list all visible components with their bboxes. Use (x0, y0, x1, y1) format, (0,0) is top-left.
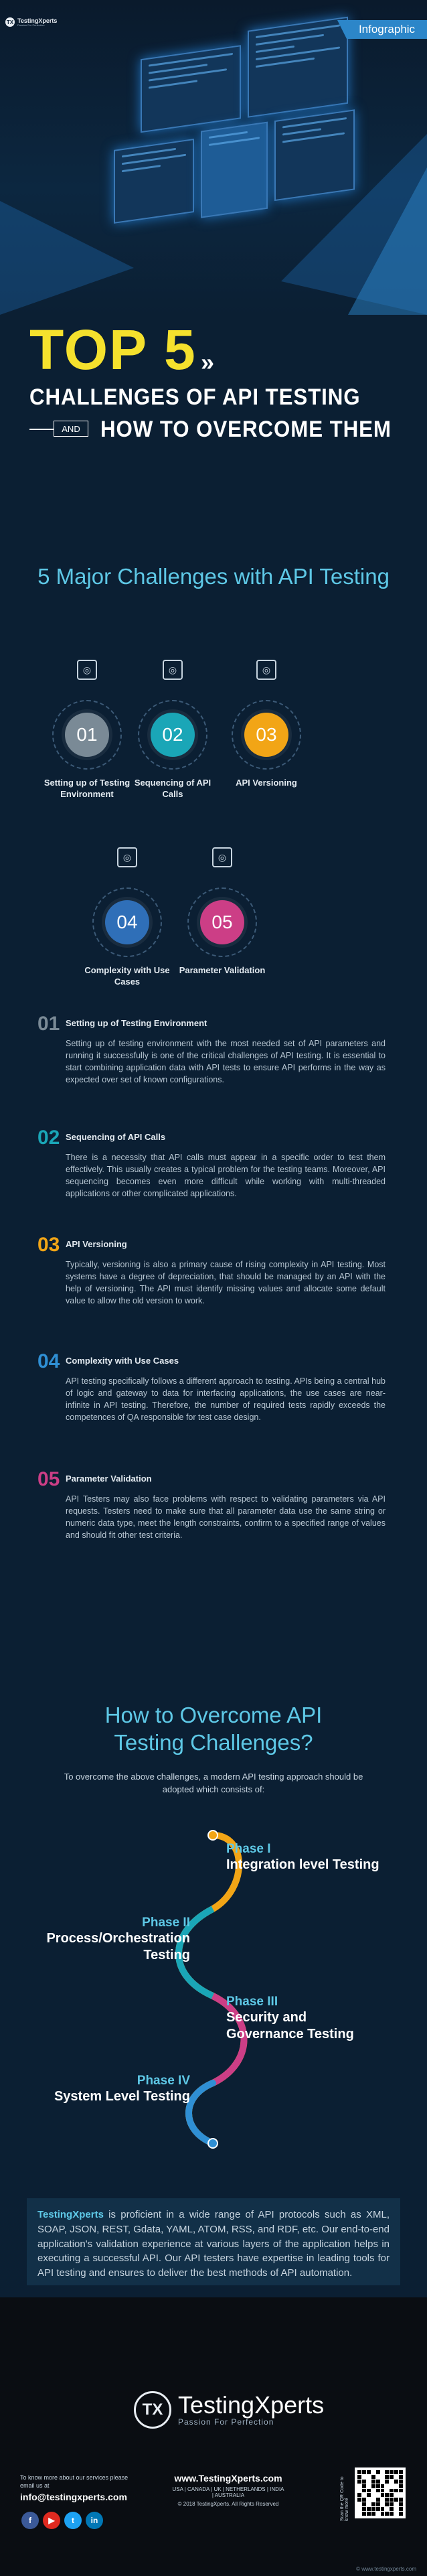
challenge-node (126, 660, 220, 800)
footer-info (171, 2473, 285, 2507)
website-link[interactable]: www.TestingXperts.com (174, 2473, 282, 2484)
phase-label: Phase IV (137, 2074, 190, 2088)
code-window-icon: ◎ (256, 660, 276, 680)
footer-contact (20, 2474, 141, 2504)
detail-text: Typically, versioning is also a primary cause of rising complexity in API testing. Most systems have a degree of depreciation, that should be managed by an API with the help of versioning. The API must identify missing values and allocate some default value to allow the old version to work. (66, 1260, 386, 1306)
challenge-label: Parameter Validation (179, 965, 266, 975)
challenge-number: 04 (105, 900, 149, 944)
phase-1 (226, 1842, 379, 1873)
overcome-intro: To overcome the above challenges, a modern API testing approach should be adopted which consists of: (64, 1772, 363, 1794)
closing-text: is proficient in a wide range of API protocols such as XML, SOAP, JSON, REST, Gdata, YAML, ATOM, RSS, and RDF, etc. Our end-to-end application's validation experience at various layers of the application helps in executing a successful API. Our API testers have expertise in leading tools for API testing and ensures to deliver the best methods of API automation. (37, 2209, 390, 2279)
closing-statement (27, 2198, 400, 2285)
challenge-node (40, 660, 134, 800)
qr-code[interactable] (355, 2467, 406, 2518)
title-and: AND (54, 421, 88, 437)
phase-title: Security and Governance Testing (226, 2010, 354, 2042)
challenge-label: Sequencing of API Calls (134, 778, 211, 799)
challenge-ring (232, 700, 301, 770)
brand-logo[interactable] (5, 17, 57, 27)
challenges-heading: 5 Major Challenges with API Testing (37, 564, 390, 589)
detail-number: 05 (37, 1468, 60, 1490)
footer-logo-tagline: Passion For Perfection (178, 2417, 274, 2427)
social-links (21, 2512, 103, 2529)
title-line1: CHALLENGES OF API TESTING (29, 384, 361, 410)
challenge-label: Complexity with Use Cases (84, 965, 170, 987)
detail-number: 02 (37, 1127, 60, 1149)
detail-text: Setting up of testing environment with the most needed set of API parameters and running it successfully is one of the critical challenges of API testing. It is essential to start combining application data with API tests to ensure API performs in the way as expected over set of known configurations. (66, 1039, 386, 1085)
challenge-ring (92, 887, 162, 957)
closing-brand: TestingXperts (37, 2209, 104, 2220)
challenge-node (220, 660, 313, 789)
phase-label: Phase II (142, 1916, 190, 1930)
detail-text: API Testers may also face problems with respect to validating parameters via API requests. Testers need to make sure that all parameter data use the same string or numeric data type, meet the length constraints, confirm to a specified range of values and should fit other test criteria. (66, 1494, 386, 1541)
detail-heading: Setting up of Testing Environment (66, 1018, 207, 1028)
footer-logo-name: TestingXperts (178, 2391, 325, 2419)
title-top5: TOP 5 (29, 318, 197, 381)
overcome-heading: How to Overcome API Testing Challenges? (104, 1703, 323, 1756)
challenge-number: 01 (65, 713, 109, 757)
challenge-node (80, 847, 174, 988)
divider (29, 429, 54, 430)
challenge-number: 05 (200, 900, 244, 944)
detail-heading: API Versioning (66, 1239, 127, 1249)
detail-heading: Complexity with Use Cases (66, 1356, 179, 1366)
youtube-icon[interactable]: ▶ (43, 2512, 60, 2529)
qr-label: Scan the QR Code to know more (340, 2476, 349, 2521)
detail-heading: Sequencing of API Calls (66, 1132, 166, 1142)
detail-number: 03 (37, 1234, 60, 1256)
detail-text: API testing specifically follows a different approach to testing. APIs being a central hub of logic and gateway to data for interfacing applications, the use cases are near-infinite in API testing. Therefore, the number of required tests rapidly exceeds the competences of QA responsible for test case design. (66, 1376, 386, 1423)
phase-title: System Level Testing (54, 2089, 190, 2104)
facebook-icon[interactable]: f (21, 2512, 39, 2529)
phase-label: Phase I (226, 1842, 271, 1856)
linkedin-icon[interactable]: in (86, 2512, 103, 2529)
challenge-detail (37, 1234, 386, 1307)
copyright-text: © 2018 TestingXperts. All Rights Reserved (177, 2501, 279, 2507)
phase-2 (27, 1916, 190, 1964)
detail-text: There is a necessity that API calls must appear in a specific order to test them effectively. This usually creates a typical problem for the testing teams. Moreover, API sequencing becomes even more difficult while working with multi-threaded applications or other complicated applications. (66, 1153, 386, 1199)
logo-name: TestingXperts (17, 17, 58, 24)
challenge-number: 03 (244, 713, 288, 757)
challenge-node (175, 847, 269, 977)
detail-heading: Parameter Validation (66, 1474, 152, 1484)
challenge-detail (37, 1127, 386, 1200)
infographic-tag: Infographic (347, 20, 427, 39)
logo-tagline: Passion For Perfection (17, 23, 45, 27)
twitter-icon[interactable]: t (64, 2512, 82, 2529)
light-beams (0, 0, 427, 315)
challenge-ring (52, 700, 122, 770)
phase-title: Integration level Testing (226, 1857, 379, 1872)
contact-email-link[interactable]: info@testingxperts.com (20, 2492, 127, 2503)
title-line2: HOW TO OVERCOME THEM (100, 417, 392, 442)
challenge-number: 02 (151, 713, 195, 757)
phase-4 (27, 2074, 190, 2105)
footer (0, 2297, 427, 2576)
phase-3 (226, 1995, 360, 2043)
footer-logo[interactable] (134, 2391, 324, 2429)
challenge-detail (37, 1350, 386, 1424)
detail-number: 04 (37, 1350, 60, 1372)
logo-mark-icon: TX (134, 2391, 171, 2429)
challenge-ring (187, 887, 257, 957)
challenge-detail (37, 1468, 386, 1542)
title-chevrons-icon: » (201, 348, 215, 376)
document-check-icon: ◎ (212, 847, 232, 867)
challenge-label: API Versioning (236, 778, 297, 788)
challenge-ring (138, 700, 207, 770)
hero-banner (0, 0, 427, 315)
phase-title: Process/Orchestration Testing (46, 1931, 190, 1962)
countries-list: USA | CANADA | UK | NETHERLANDS | INDIA | AUSTRALIA (172, 2486, 284, 2498)
logo-mark-icon: TX (5, 17, 15, 27)
phase-label: Phase III (226, 1995, 278, 2009)
challenge-label: Setting up of Testing Environment (44, 778, 131, 799)
challenge-detail (37, 1013, 386, 1086)
search-gear-icon: ◎ (77, 660, 97, 680)
qr-grid-icon: ◎ (117, 847, 137, 867)
detail-number: 01 (37, 1013, 60, 1035)
contact-label: To know more about our services please email us at (20, 2474, 129, 2489)
footer-url[interactable]: © www.testingxperts.com (356, 2566, 416, 2572)
gears-icon: ◎ (163, 660, 183, 680)
